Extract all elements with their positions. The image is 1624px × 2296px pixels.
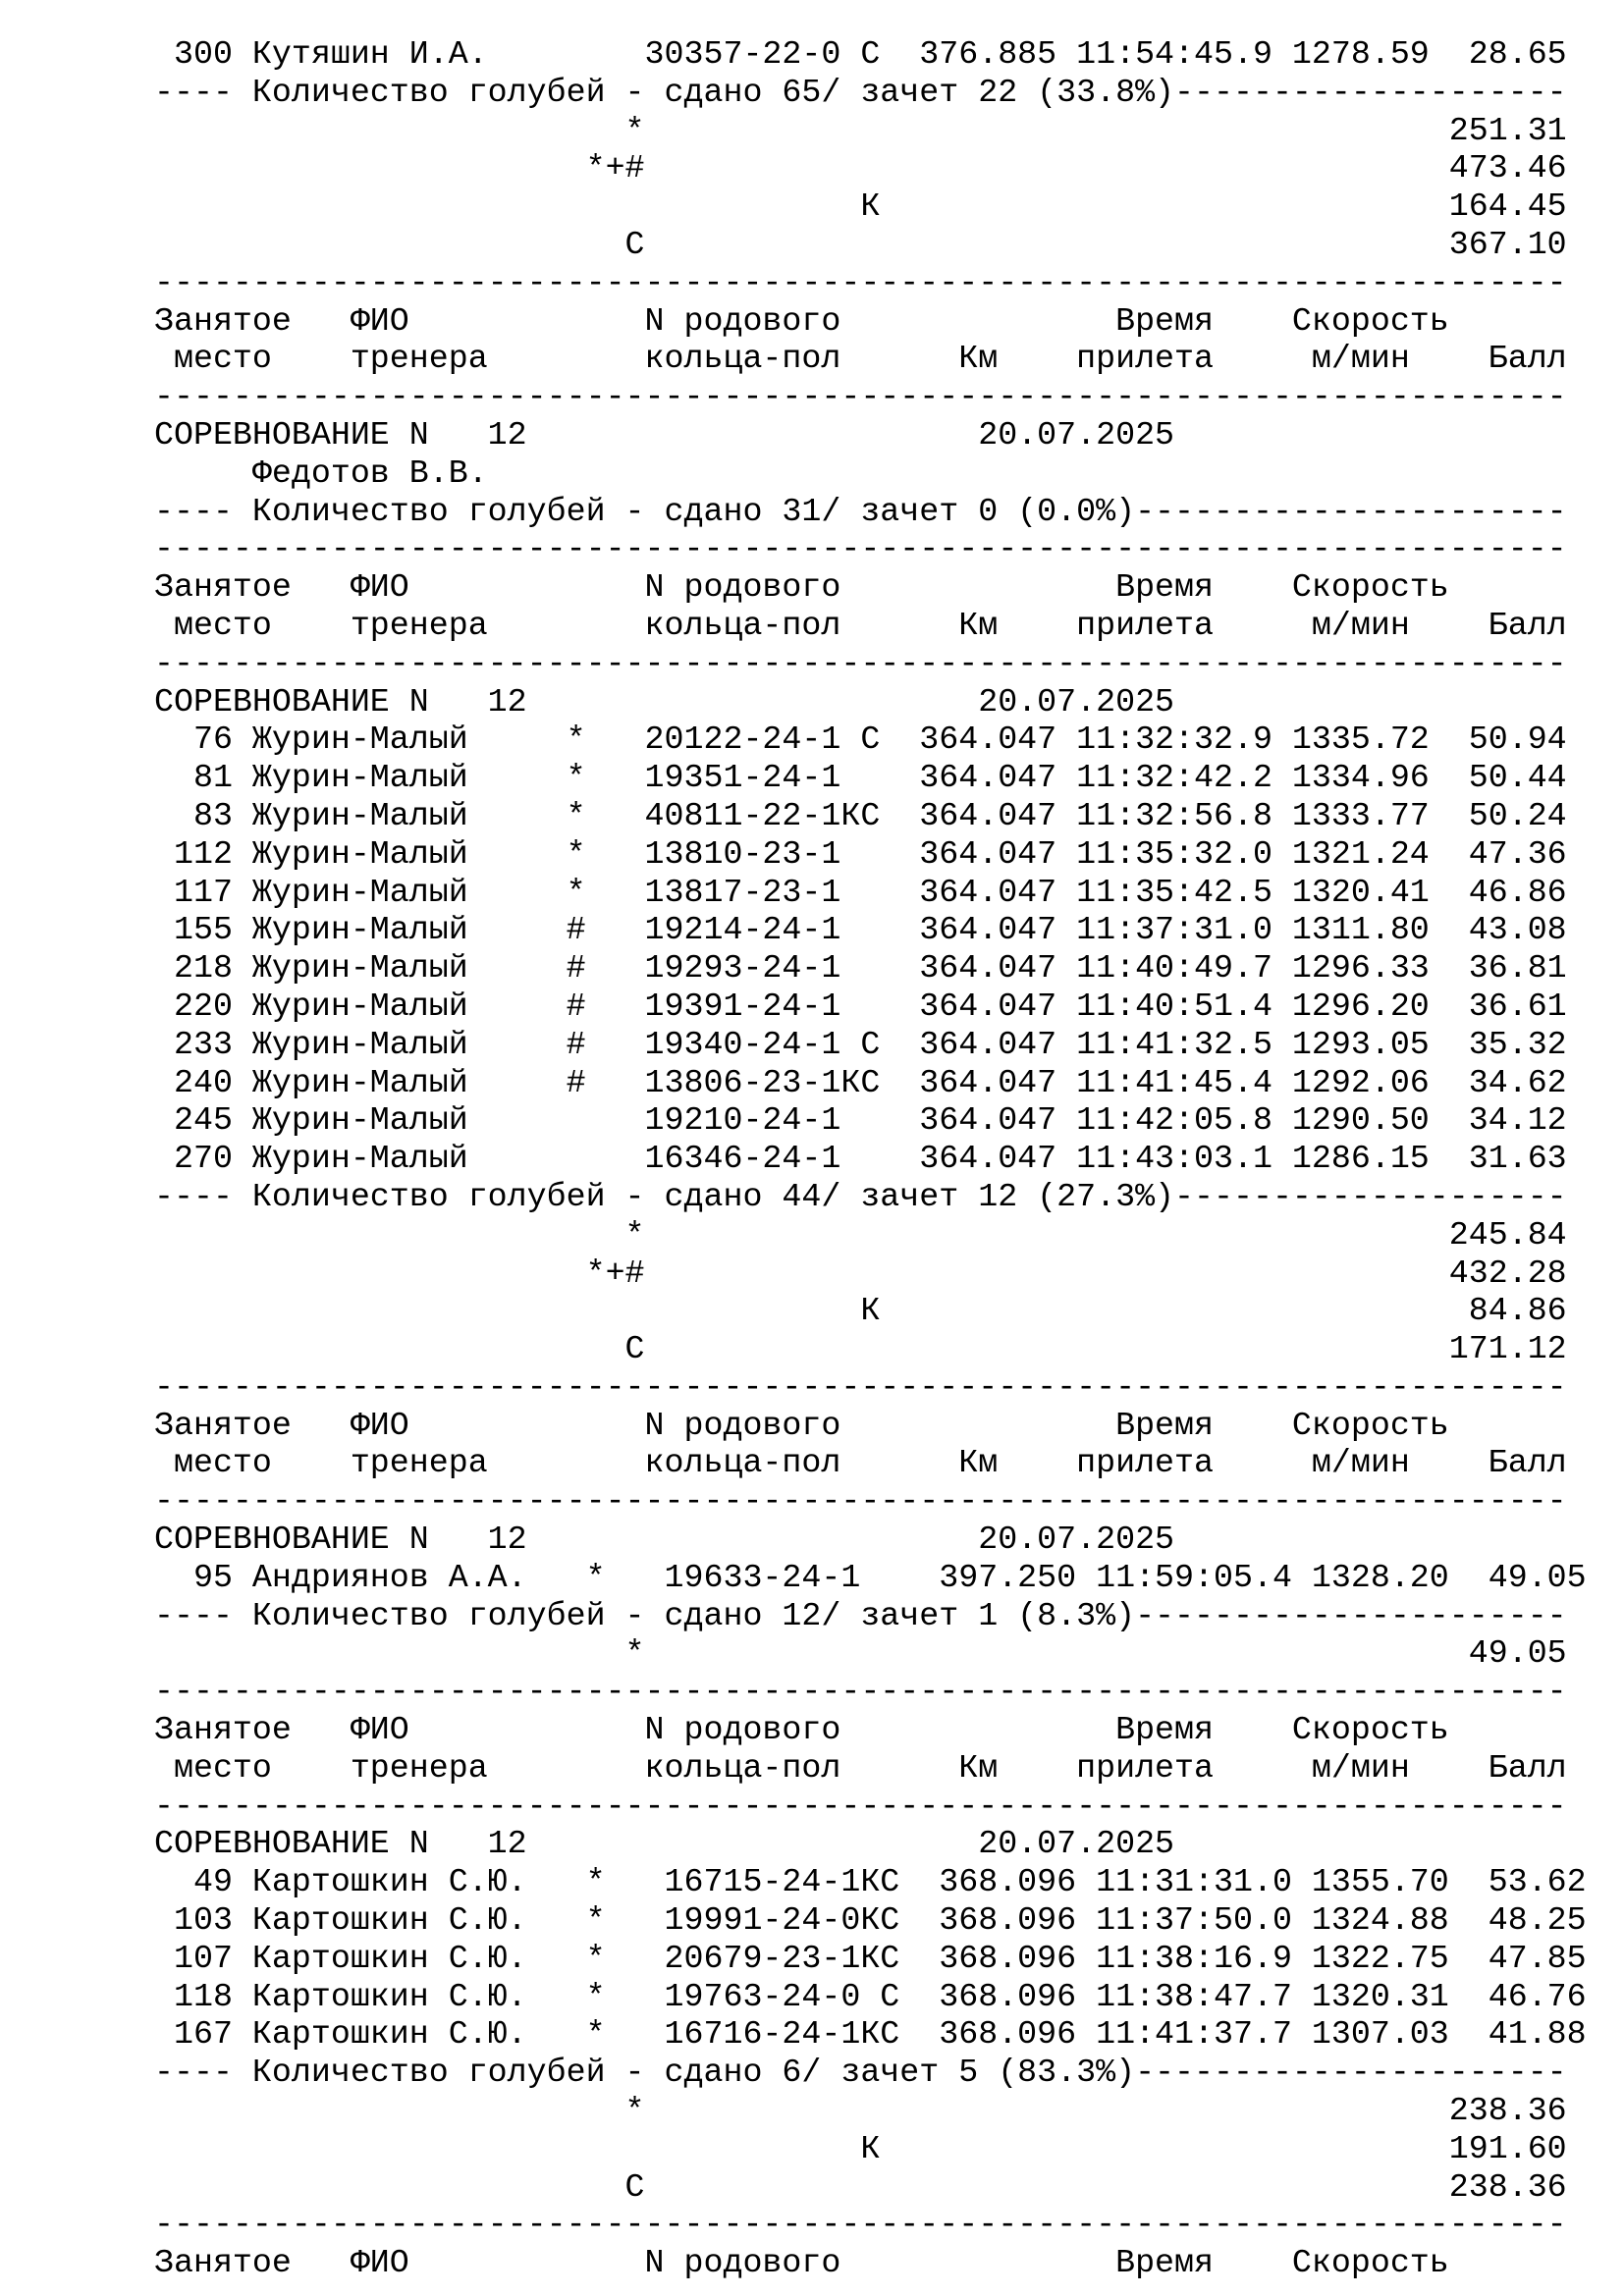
result-row-line: 270 Журин-Малый 16346-24-1 364.047 11:43:03.1 1286.15 31.63 — [154, 1140, 1567, 1178]
result-row-line: 117 Журин-Малый * 13817-23-1 364.047 11:35:42.5 1320.41 46.86 — [154, 873, 1567, 911]
report-line: К 191.60 — [154, 2129, 1567, 2167]
table-header-line: место тренера кольца-пол Км прилета м/мин Балл — [154, 1444, 1567, 1482]
table-header-line: место тренера кольца-пол Км прилета м/мин Балл — [154, 1748, 1567, 1787]
result-row-line: 107 Картошкин С.Ю. * 20679-23-1КС 368.096 11:38:16.9 1322.75 47.85 — [154, 1939, 1587, 1977]
competition-header-line: СОРЕВНОВАНИЕ N 12 20.07.2025 — [154, 1521, 1175, 1559]
table-header-line: Занятое ФИО N родового Время Скорость — [154, 1406, 1449, 1444]
result-row-line: 300 Кутяшин И.А. 30357-22-0 С 376.885 11:54:45.9 1278.59 28.65 — [154, 35, 1567, 73]
report-line: С 171.12 — [154, 1330, 1567, 1368]
report-line: С 238.36 — [154, 2167, 1567, 2206]
separator-line: ------------------------------------------------------------------------ — [154, 1673, 1567, 1711]
competition-header-line: СОРЕВНОВАНИЕ N 12 20.07.2025 — [154, 1825, 1175, 1863]
pigeon-count-line: ---- Количество голубей - сдано 44/ зачет 12 (27.3%)-------------------- — [154, 1177, 1567, 1215]
separator-line: ------------------------------------------------------------------------ — [154, 644, 1567, 682]
report-line: *+# 473.46 — [154, 149, 1567, 187]
competition-header-line: СОРЕВНОВАНИЕ N 12 20.07.2025 — [154, 415, 1175, 454]
separator-line: ------------------------------------------------------------------------ — [154, 263, 1567, 301]
separator-line: ------------------------------------------------------------------------ — [154, 1482, 1567, 1521]
result-row-line: 245 Журин-Малый 19210-24-1 364.047 11:42:05.8 1290.50 34.12 — [154, 1101, 1567, 1140]
result-row-line: 49 Картошкин С.Ю. * 16715-24-1КС 368.096 11:31:31.0 1355.70 53.62 — [154, 1863, 1587, 1901]
report-line: *+# 432.28 — [154, 1254, 1567, 1292]
pigeon-count-line: ---- Количество голубей - сдано 31/ зачет 0 (0.0%)---------------------- — [154, 492, 1567, 530]
pigeon-count-line: ---- Количество голубей - сдано 6/ зачет 5 (83.3%)---------------------- — [154, 2054, 1567, 2092]
result-row-line: 112 Журин-Малый * 13810-23-1 364.047 11:35:32.0 1321.24 47.36 — [154, 834, 1567, 873]
report-line: К 164.45 — [154, 187, 1567, 226]
result-row-line: 167 Картошкин С.Ю. * 16716-24-1КС 368.096 11:41:37.7 1307.03 41.88 — [154, 2015, 1587, 2054]
table-header-line: место тренера кольца-пол Км прилета м/мин Балл — [154, 340, 1567, 378]
separator-line: ------------------------------------------------------------------------ — [154, 378, 1567, 416]
result-row-line: 218 Журин-Малый # 19293-24-1 364.047 11:40:49.7 1296.33 36.81 — [154, 949, 1567, 988]
result-row-line: 103 Картошкин С.Ю. * 19991-24-0КС 368.096 11:37:50.0 1324.88 48.25 — [154, 1901, 1587, 1940]
result-row-line: 220 Журин-Малый # 19391-24-1 364.047 11:40:51.4 1296.20 36.61 — [154, 987, 1567, 1025]
result-row-line: 155 Журин-Малый # 19214-24-1 364.047 11:37:31.0 1311.80 43.08 — [154, 911, 1567, 949]
result-row-line: 81 Журин-Малый * 19351-24-1 364.047 11:32:42.2 1334.96 50.44 — [154, 759, 1567, 797]
table-header-line: Занятое ФИО N родового Время Скорость — [154, 1711, 1449, 1749]
result-row-line: 95 Андриянов А.А. * 19633-24-1 397.250 11:59:05.4 1328.20 49.05 — [154, 1558, 1587, 1596]
report-line: С 367.10 — [154, 225, 1567, 263]
separator-line: ------------------------------------------------------------------------ — [154, 2206, 1567, 2244]
report-line: * 245.84 — [154, 1215, 1567, 1254]
pigeon-count-line: ---- Количество голубей - сдано 65/ зачет 22 (33.8%)-------------------- — [154, 73, 1567, 111]
result-row-line: 83 Журин-Малый * 40811-22-1КС 364.047 11:32:56.8 1333.77 50.24 — [154, 796, 1567, 834]
table-header-line: место тренера кольца-пол Км прилета м/мин Балл — [154, 606, 1567, 644]
separator-line: ------------------------------------------------------------------------ — [154, 1367, 1567, 1406]
pigeon-count-line: ---- Количество голубей - сдано 12/ зачет 1 (8.3%)---------------------- — [154, 1596, 1567, 1634]
competition-header-line: СОРЕВНОВАНИЕ N 12 20.07.2025 — [154, 682, 1175, 721]
separator-line: ------------------------------------------------------------------------ — [154, 530, 1567, 568]
result-row-line: 233 Журин-Малый # 19340-24-1 С 364.047 11:41:32.5 1293.05 35.32 — [154, 1025, 1567, 1063]
separator-line: ------------------------------------------------------------------------ — [154, 1787, 1567, 1825]
report-line: Федотов В.В. — [154, 454, 488, 492]
table-header-line: Занятое ФИО N родового Время Скорость — [154, 2244, 1449, 2282]
table-header-line: Занятое ФИО N родового Время Скорость — [154, 568, 1449, 607]
report-line: К 84.86 — [154, 1292, 1567, 1330]
result-row-line: 118 Картошкин С.Ю. * 19763-24-0 С 368.096 11:38:47.7 1320.31 46.76 — [154, 1977, 1587, 2015]
table-header-line: Занятое ФИО N родового Время Скорость — [154, 301, 1449, 340]
report-line: * 49.05 — [154, 1634, 1567, 1673]
report-line: * 238.36 — [154, 2092, 1567, 2130]
result-row-line: 240 Журин-Малый # 13806-23-1КС 364.047 11:41:45.4 1292.06 34.62 — [154, 1063, 1567, 1101]
result-row-line: 76 Журин-Малый * 20122-24-1 С 364.047 11:32:32.9 1335.72 50.94 — [154, 721, 1567, 759]
report-line: * 251.31 — [154, 111, 1567, 149]
